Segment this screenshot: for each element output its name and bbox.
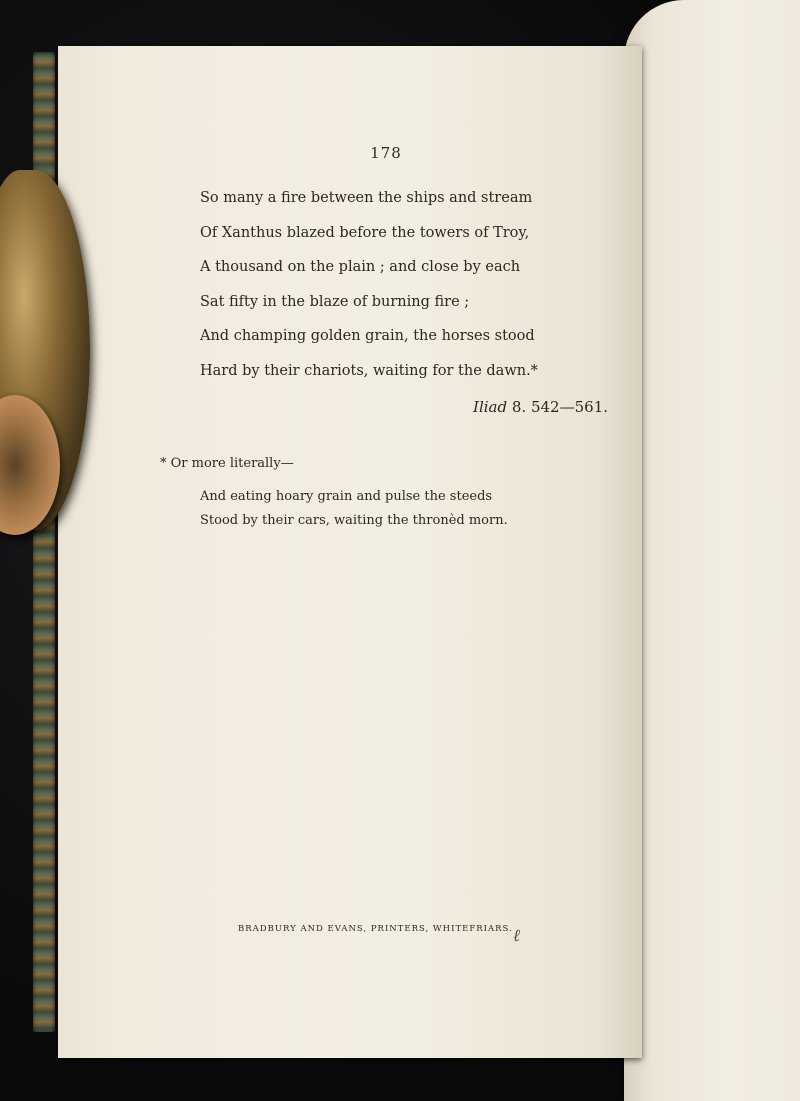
- footnote-lead: * Or more literally—: [160, 456, 294, 471]
- verse-line: So many a fire between the ships and stream: [200, 190, 533, 206]
- verse-citation: [358, 398, 608, 416]
- verse-block: [200, 188, 538, 395]
- book-page: [58, 46, 642, 1058]
- verse-line: Hard by their chariots, waiting for the dawn.*: [200, 362, 538, 379]
- footnote-line: Stood by their cars, waiting the thronèd morn.: [200, 513, 508, 528]
- page-number: 178: [370, 144, 402, 162]
- citation-reference: 8. 542—561.: [511, 398, 608, 416]
- verse-line: Of Xanthus blazed before the towers of Troy,: [200, 224, 530, 241]
- footnote-block: [200, 488, 508, 536]
- footnote-line: And eating hoary grain and pulse the steeds: [200, 489, 493, 504]
- printer-imprint: BRADBURY AND EVANS, PRINTERS, WHITEFRIARS.: [238, 924, 513, 934]
- verse-line: A thousand on the plain ; and close by each: [200, 259, 521, 275]
- pencil-mark: ℓ: [513, 926, 521, 946]
- citation-title: Iliad: [473, 398, 508, 416]
- verse-line: And champing golden grain, the horses stood: [200, 328, 535, 344]
- verse-line: Sat fifty in the blaze of burning fire ;: [200, 293, 470, 310]
- facing-page: [624, 0, 800, 1101]
